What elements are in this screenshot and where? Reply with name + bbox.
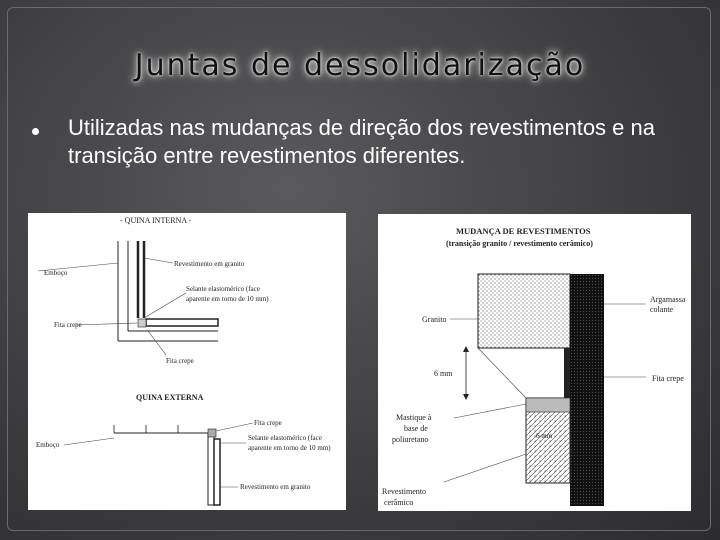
internal-corner-title: - QUINA INTERNA - (120, 216, 192, 225)
label-selante-top-2: aparente em torno de 10 mm) (186, 295, 269, 303)
label-argamassa-1: Argamassa (650, 295, 686, 304)
gap-arrow-bottom (463, 394, 469, 400)
label-inner-gap: 6 mm (536, 432, 553, 440)
leader-revestimento (444, 454, 526, 482)
leader-ext-emboco (64, 438, 114, 445)
label-argamassa-2: colante (650, 305, 674, 314)
bullet-text: Utilizadas nas mudanças de direção dos revestimentos e na transição entre revestimentos diferentes. (68, 115, 655, 168)
label-selante-ext-2: aparente em torno de 10 mm) (248, 444, 331, 452)
label-emboco-ext: Emboço (36, 441, 60, 449)
label-revestimento-1: Revestimento (382, 487, 426, 496)
transition-title: MUDANÇA DE REVESTIMENTOS (456, 226, 591, 236)
label-mastique-2: base de (404, 424, 428, 433)
bullet-dot (32, 128, 39, 135)
joint-corners-diagram (28, 213, 346, 510)
label-fita-ext: Fita crepe (254, 419, 282, 427)
label-gap: 6 mm (434, 369, 453, 378)
leader-fita-2 (148, 331, 166, 355)
leader-selante (144, 293, 186, 318)
ext-granite (214, 439, 220, 505)
tape-strip (564, 348, 570, 398)
gap-arrow-top (463, 346, 469, 352)
label-revestimento-2: cerâmico (384, 498, 414, 507)
label-revestimento-ext: Revestimento em granito (240, 483, 311, 491)
label-mastique-3: poliuretano (392, 435, 429, 444)
ext-wall (208, 433, 214, 505)
leader-diagonal (478, 348, 526, 398)
label-selante-top-1: Selante elastomérico (face (186, 285, 260, 293)
sealant-joint (138, 319, 146, 327)
coating-transition-diagram (378, 214, 691, 511)
label-fita-crepe: Fita crepe (652, 374, 684, 383)
joint-corners-svg (28, 213, 346, 510)
external-corner-title: QUINA EXTERNA (136, 393, 204, 402)
transition-subtitle: (transição granito / revestimento cerâmico) (446, 239, 593, 248)
granite-block (478, 274, 570, 348)
ext-sealant (208, 429, 216, 437)
mortar-layer (570, 274, 604, 506)
leader-fita-1 (76, 323, 138, 325)
label-fita-top-1: Fita crepe (54, 321, 82, 329)
label-fita-top-2: Fita crepe (166, 357, 194, 365)
label-emboco-top: Emboço (44, 269, 68, 277)
mastic-joint (526, 398, 570, 412)
granite-floor (146, 319, 218, 326)
label-mastique-1: Mastique à (396, 413, 432, 422)
label-granito: Granito (422, 315, 447, 324)
leader-mastique (454, 404, 526, 418)
leader-revestimento (144, 258, 173, 263)
coating-transition-svg (378, 214, 691, 511)
label-revestimento-top: Revestimento em granito (174, 260, 245, 268)
slide-title: Juntas de dessolidarização (134, 48, 586, 83)
label-selante-ext-1: Selante elastomérico (face (248, 434, 322, 442)
leader-ext-fita (216, 423, 253, 431)
